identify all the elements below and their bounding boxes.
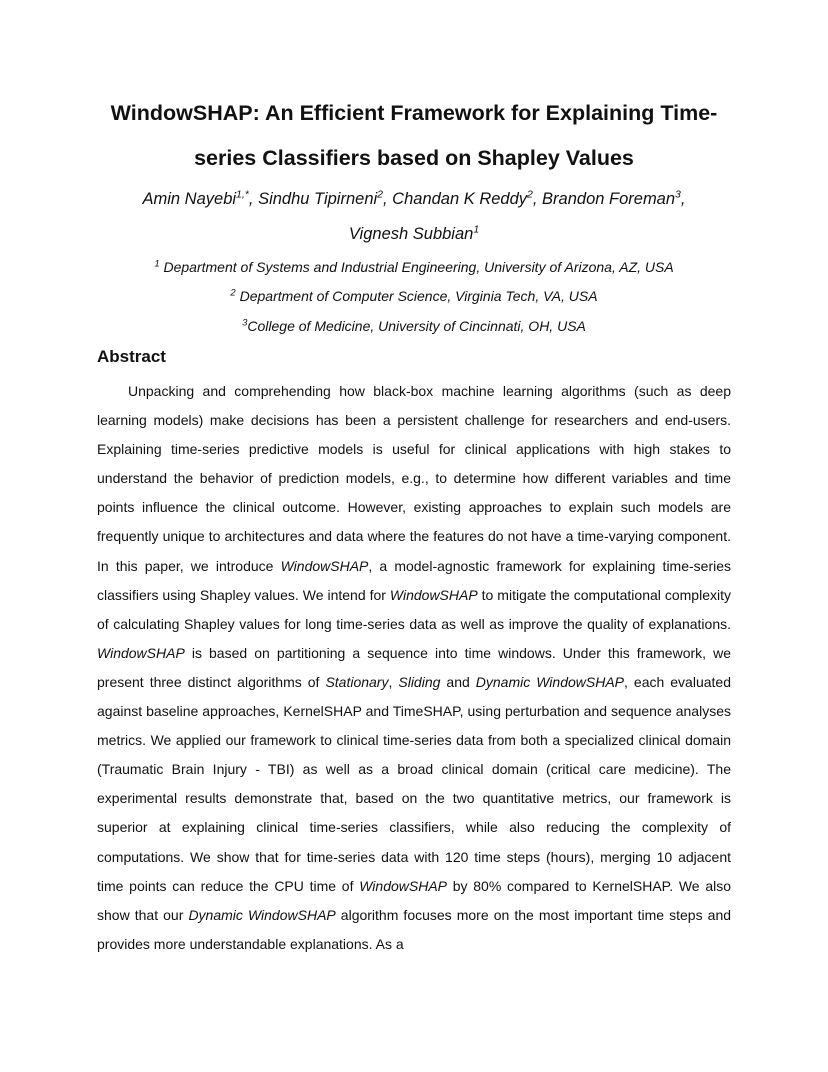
author-affiliation-marker: 3 xyxy=(675,188,681,201)
abstract-heading: Abstract xyxy=(97,347,166,366)
abstract-text: algorithm focuses more on the most important time steps and provides more understandable explanations. As a xyxy=(97,906,732,952)
author-separator: , xyxy=(248,190,259,208)
abstract-emphasis: WindowSHAP xyxy=(97,644,185,661)
affiliation-text: Department of Computer Science, Virginia Tech, VA, USA xyxy=(239,288,598,304)
abstract-text: and xyxy=(440,673,476,690)
abstract-text: , xyxy=(388,673,399,690)
author-list-line-1 xyxy=(60,189,768,209)
author-separator: , xyxy=(680,190,686,208)
author-name: Chandan K Reddy xyxy=(392,190,528,208)
abstract-emphasis: Stationary xyxy=(325,673,389,690)
affiliation-marker: 1 xyxy=(154,258,160,270)
author-separator: , xyxy=(383,190,393,208)
author-name: Brandon Foreman xyxy=(542,190,676,208)
abstract-text: is based on partitioning a sequence into time windows. Under this framework, we present three distinct algorithms of xyxy=(97,644,731,690)
abstract-text: , a model-agnostic framework for explaining time-series classifiers using Shapley values. We intend for xyxy=(97,557,732,603)
affiliation-text: College of Medicine, University of Cincinnati, OH, USA xyxy=(247,318,586,334)
abstract-emphasis: WindowSHAP xyxy=(389,586,478,603)
abstract-text: by 80% compared to KernelSHAP. We also show that our xyxy=(97,877,732,923)
author-name: Sindhu Tipirneni xyxy=(258,190,378,208)
author-affiliation-marker: 1 xyxy=(473,223,480,236)
abstract-text: Unpacking and comprehending how black-box machine learning algorithms (such as deep learning models) make decisions has been a persistent challenge for researchers and end-users. Explaining time-series predictive models is useful for clinical applications with high stakes to understand the behavior of prediction models, e.g., to determine how different variables and time points influence the clinical outcome. However, existing approaches to explain such models are frequently unique to architectures and data where the features do not have a time-varying component. In this paper, we introduce xyxy=(97,383,731,574)
affiliation-text: Department of Systems and Industrial Engineering, University of Arizona, AZ, USA xyxy=(163,259,674,275)
affiliation-marker: 3 xyxy=(242,317,248,329)
author-affiliation-marker: 2 xyxy=(527,188,533,201)
abstract-emphasis: WindowSHAP xyxy=(359,877,448,894)
author-list-line-2 xyxy=(60,224,768,244)
abstract-text: to mitigate the computational complexity of calculating Shapley values for long time-series data as well as improve the quality of explanations. xyxy=(97,586,731,632)
abstract-body xyxy=(97,377,731,959)
affiliation-3 xyxy=(60,317,768,335)
affiliation-marker: 2 xyxy=(230,287,236,299)
abstract-emphasis: Dynamic WindowSHAP xyxy=(475,673,625,690)
paper-title-line-2: series Classifiers based on Shapley Values xyxy=(194,146,634,170)
affiliation-1 xyxy=(60,258,768,276)
author-separator: , xyxy=(532,190,543,208)
author-name: Vignesh Subbian xyxy=(348,225,474,243)
abstract-text: , each evaluated against baseline approaches, KernelSHAP and TimeSHAP, using perturbation and sequence analyses metrics. We applied our framework to clinical time-series data from both a specialized clinical domain (Traumatic Brain Injury - TBI) as well as a broad clinical domain (critical care medicine). The experimental results demonstrate that, based on the two quantitative metrics, our framework is superior at explaining clinical time-series classifiers, while also reducing the complexity of computations. We show that for time-series data with 120 time steps (hours), merging 10 adjacent time points can reduce the CPU time of xyxy=(97,673,731,894)
affiliation-2 xyxy=(60,287,768,305)
author-affiliation-marker: 1,* xyxy=(236,188,249,201)
abstract-emphasis: Sliding xyxy=(398,673,441,690)
abstract-emphasis: WindowSHAP xyxy=(280,557,369,574)
abstract-emphasis: Dynamic WindowSHAP xyxy=(188,906,336,923)
author-name: Amin Nayebi xyxy=(142,190,237,208)
author-affiliation-marker: 2 xyxy=(377,188,383,201)
paper-title-line-1: WindowSHAP: An Efficient Framework for Explaining Time- xyxy=(110,101,718,125)
